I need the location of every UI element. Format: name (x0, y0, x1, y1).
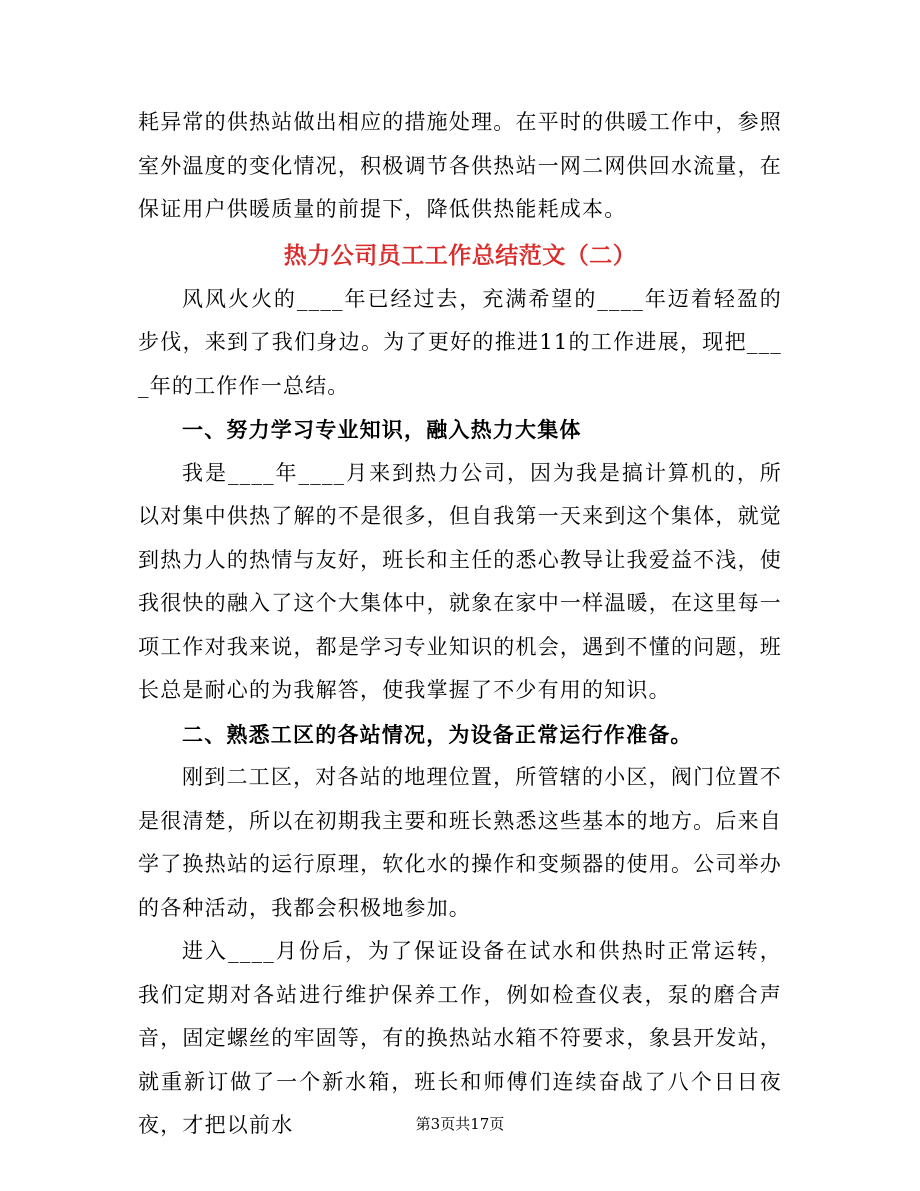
section-heading-1: 一、努力学习专业知识，融入热力大集体 (182, 417, 582, 442)
paragraph-section-1: 我是____年____月来到热力公司，因为我是搞计算机的，所以对集中供热了解的不是很多，但自我第一天来到这个集体，就觉到热力人的热情与友好，班长和主任的悉心教导让我爱益不浅，使我很快的融入了这个大集体中，就象在家中一样温暖，在这里每一项工作对我来说，都是学习专业知识的机会，遇到不懂的问题，班长总是耐心的为我解答，使我掌握了不少有用的知识。 (138, 460, 782, 702)
document-body (138, 101, 782, 1148)
section-heading-2: 二、熟悉工区的各站情况，为设备正常运行作准备。 (182, 721, 693, 747)
paragraph-section-2b: 进入____月份后，为了保证设备在试水和供热时正常运转，我们定期对各站进行维护保养工作，例如检查仪表，泵的磨合声音，固定螺丝的牢固等，有的换热站水箱不符要求，象县开发站，就重新订做了一个新水箱，班长和师傅们连续奋战了八个日日夜夜，才把以前水 (138, 939, 782, 1137)
document-title: 热力公司员工工作总结范文（二） (283, 241, 637, 269)
intro-paragraph: 耗异常的供热站做出相应的措施处理。在平时的供暖工作中，参照室外温度的变化情况，积极调节各供热站一网二网供回水流量，在保证用户供暖质量的前提下，降低供热能耗成本。 (138, 110, 782, 221)
page-number-footer: 第3页共17页 (415, 1115, 505, 1133)
paragraph-opening: 风风火火的____年已经过去，充满希望的____年迈着轻盈的步伐，来到了我们身边。为了更好的推进11的工作进展，现把____年的工作作一总结。 (138, 286, 782, 398)
paragraph-section-2a: 刚到二工区，对各站的地理位置，所管辖的小区，阀门位置不是很清楚，所以在初期我主要和班长熟悉这些基本的地方。后来自学了换热站的运行原理，软化水的操作和变频器的使用。公司举办的各种活动，我都会积极地参加。 (138, 765, 782, 920)
